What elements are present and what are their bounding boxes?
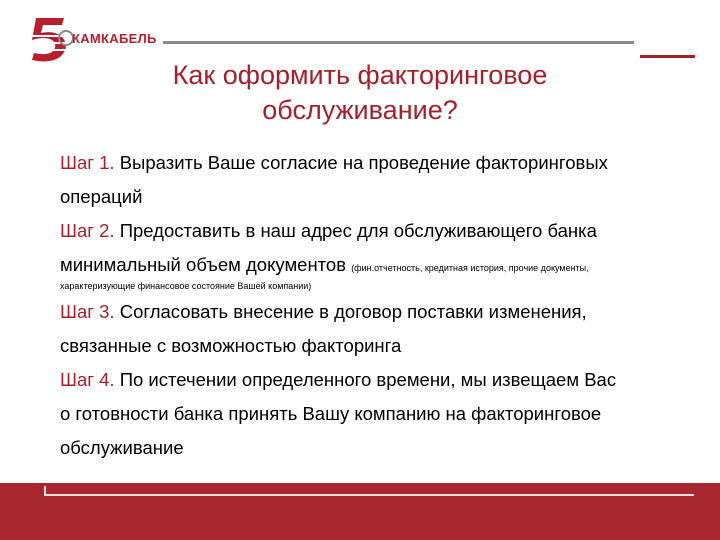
step-label: Шаг 2. bbox=[60, 220, 115, 241]
step-label: Шаг 1. bbox=[60, 152, 115, 173]
slide-title bbox=[150, 58, 570, 128]
step-text-continued: минимальный объем документов bbox=[60, 254, 347, 275]
step-text-continued: операций bbox=[60, 186, 143, 207]
step-note: (фин.отчетность, кредитная история, прочие документы, bbox=[351, 263, 589, 273]
logo-text: КАМКАБЕЛЬ bbox=[72, 31, 157, 46]
steps-list bbox=[60, 146, 680, 465]
step-label: Шаг 4. bbox=[60, 369, 115, 390]
title-line-2: обслуживание? bbox=[262, 95, 458, 125]
slide-footer bbox=[0, 483, 720, 540]
step-3 bbox=[60, 295, 680, 363]
step-text: Выразить Ваше согласие на проведение факторинговых bbox=[114, 152, 608, 173]
title-line-1: Как оформить факторинговое bbox=[172, 60, 548, 90]
step-text: Согласовать внесение в договор поставки изменения, bbox=[114, 301, 587, 322]
header-accent-divider bbox=[640, 55, 695, 58]
step-text: Предоставить в наш адрес для обслуживающего банка bbox=[114, 220, 597, 241]
footer-divider bbox=[44, 494, 694, 496]
step-text-continued: о готовности банка принять Вашу компанию на факторинговое bbox=[60, 403, 602, 424]
step-text-continued: связанные с возможностью факторинга bbox=[60, 335, 402, 356]
step-text-continued: обслуживание bbox=[60, 437, 184, 458]
step-note-continued: характеризующие финансовое состояние Вашей компании) bbox=[60, 281, 312, 291]
step-1 bbox=[60, 146, 680, 214]
step-2 bbox=[60, 214, 680, 293]
step-text: По истечении определенного времени, мы извещаем Вас bbox=[114, 369, 617, 390]
step-label: Шаг 3. bbox=[60, 301, 115, 322]
step-4 bbox=[60, 363, 680, 465]
header-divider bbox=[163, 41, 634, 44]
